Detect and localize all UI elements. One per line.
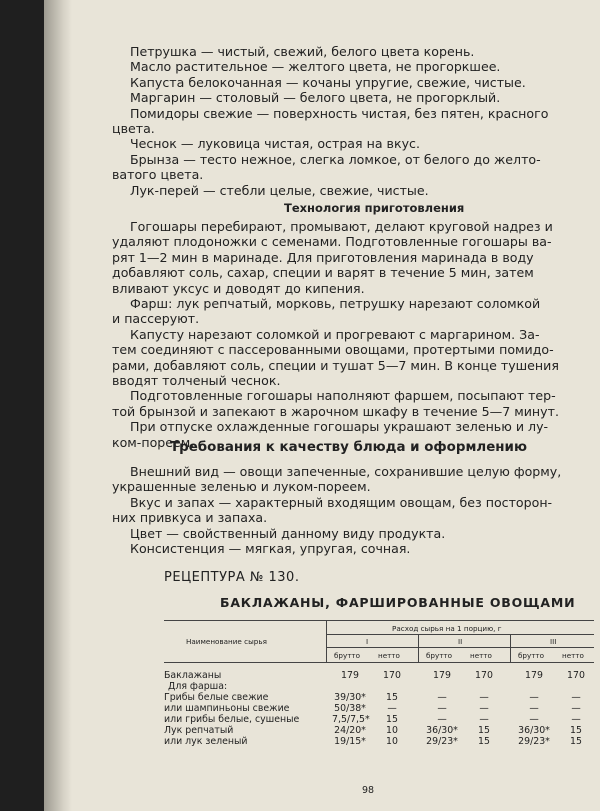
page-number: 98 — [362, 785, 375, 796]
text-line: Маргарин — столовый — белого цвета, не прогорклый. — [130, 90, 501, 106]
requirements-heading: Требования к качеству блюда и оформлению — [170, 440, 527, 455]
cell-netto: 10 — [386, 736, 398, 747]
cell-netto: 15 — [570, 736, 582, 747]
cell-brutto: — — [437, 714, 447, 725]
cell-netto: — — [571, 703, 581, 714]
cell-brutto: 24/20* — [334, 725, 366, 736]
cell-netto: 15 — [478, 736, 490, 747]
table-divider — [326, 647, 594, 648]
cell-brutto: — — [437, 692, 447, 703]
table-divider — [418, 634, 419, 662]
cell-netto: 15 — [478, 725, 490, 736]
cell-netto: 15 — [570, 725, 582, 736]
table-row — [164, 670, 594, 681]
text-line: тем соединяют с пассерованными овощами, протертыми помидо- — [112, 342, 554, 358]
cell-brutto: 7,5/7,5* — [332, 714, 370, 725]
cell-netto: 10 — [386, 725, 398, 736]
cell-netto: — — [387, 703, 397, 714]
netto-header: нетто — [378, 651, 400, 660]
text-line: них привкуса и запаха. — [112, 510, 268, 526]
technology-heading: Технология приготовления — [284, 201, 465, 215]
variant-header: I — [366, 637, 369, 646]
text-line: вливают уксус и доводят до кипения. — [112, 280, 365, 296]
cell-brutto: 29/23* — [426, 736, 458, 747]
cell-netto: — — [479, 703, 489, 714]
netto-header: нетто — [470, 651, 492, 660]
cell-brutto: 29/23* — [518, 736, 550, 747]
text-line: Вкус и запах — характерный входящим овощам, без посторон- — [130, 494, 553, 510]
table-row — [164, 714, 594, 725]
cell-brutto: — — [529, 714, 539, 725]
table-row — [164, 736, 594, 747]
variant-header: II — [458, 637, 463, 646]
brutto-header: брутто — [426, 651, 453, 660]
text-line: Чеснок — луковица чистая, острая на вкус. — [130, 136, 420, 152]
text-line: и пассеруют. — [112, 311, 200, 327]
cell-brutto: 36/30* — [426, 725, 458, 736]
column-header-name: Наименование сырья — [186, 637, 267, 646]
text-line: Лук-перей — стебли целые, свежие, чистые. — [130, 182, 429, 198]
ingredient-name: Грибы белые свежие — [164, 692, 269, 703]
table-divider — [326, 634, 594, 635]
cell-netto: 170 — [383, 670, 401, 681]
cell-netto: — — [479, 692, 489, 703]
cell-brutto: 19/15* — [334, 736, 366, 747]
cell-brutto: 36/30* — [518, 725, 550, 736]
text-line: Внешний вид — овощи запеченные, сохранившие целую форму, — [130, 464, 562, 479]
text-line: украшенные зеленью и луком-пореем. — [112, 479, 371, 495]
variant-header: III — [550, 637, 557, 646]
cell-netto: — — [571, 692, 581, 703]
table-divider — [326, 620, 327, 662]
text-line: Капуста белокочанная — кочаны упругие, свежие, чистые. — [130, 74, 526, 90]
text-line: Цвет — свойственный данному виду продукта. — [130, 525, 446, 541]
text-line: той брынзой и запекают в жарочном шкафу в течение 5—7 минут. — [112, 403, 559, 419]
ingredients-table — [164, 620, 594, 760]
ingredient-name: Лук репчатый — [164, 725, 234, 736]
cell-netto: 15 — [386, 692, 398, 703]
table-divider — [510, 634, 511, 662]
text-line: Помидоры свежие — поверхность чистая, без пятен, красного — [130, 105, 549, 121]
ingredient-name: Баклажаны — [164, 670, 222, 681]
column-header-group: Расход сырья на 1 порцию, г — [392, 624, 502, 633]
cell-netto: — — [479, 714, 489, 725]
cell-netto: — — [571, 714, 581, 725]
table-row — [164, 681, 594, 692]
brutto-header: брутто — [334, 651, 361, 660]
table-header-rule — [164, 662, 594, 663]
text-line: цвета. — [112, 121, 155, 137]
text-line: ком-пореем. — [112, 434, 195, 450]
text-line: Фарш: лук репчатый, морковь, петрушку нарезают соломкой — [130, 296, 541, 312]
cell-brutto: — — [529, 692, 539, 703]
ingredient-name: или шампиньоны свежие — [164, 703, 290, 714]
text-line: Консистенция — мягкая, упругая, сочная. — [130, 541, 411, 557]
text-line: Капусту нарезают соломкой и прогревают с маргарином. За- — [130, 326, 540, 342]
netto-header: нетто — [562, 651, 584, 660]
cell-brutto: — — [437, 703, 447, 714]
text-line: удаляют плодоножки с семенами. Подготовленные гогошары ва- — [112, 234, 552, 250]
requirements-text — [112, 464, 588, 557]
ingredient-name: Для фарша: — [168, 681, 228, 692]
text-line: Гогошары перебирают, промывают, делают круговой надрез и — [130, 219, 553, 234]
book-page — [44, 0, 600, 811]
table-row — [164, 725, 594, 736]
cell-brutto: 179 — [341, 670, 359, 681]
text-line: Подготовленные гогошары наполняют фаршем, посыпают тер- — [130, 388, 556, 404]
cell-netto: 170 — [475, 670, 493, 681]
text-line: ватого цвета. — [112, 167, 204, 183]
recipe-number: РЕЦЕПТУРА № 130. — [164, 570, 300, 585]
cell-brutto: — — [529, 703, 539, 714]
table-top-rule — [164, 620, 594, 621]
dish-title: БАКЛАЖАНЫ, ФАРШИРОВАННЫЕ ОВОЩАМИ — [220, 595, 576, 610]
text-line: рами, добавляют соль, специи и тушат 5—7 мин. В конце тушения — [112, 357, 559, 373]
technology-text — [112, 219, 588, 450]
ingredient-name: или лук зеленый — [164, 736, 248, 747]
cell-brutto: 39/30* — [334, 692, 366, 703]
text-line: Масло растительное — желтого цвета, не прогоркшее. — [130, 59, 501, 75]
text-line: Брынза — тесто нежное, слегка ломкое, от белого до желто- — [130, 151, 541, 167]
text-line: рят 1—2 мин в маринаде. Для приготовления маринада в воду — [112, 249, 534, 265]
text-line: Петрушка — чистый, свежий, белого цвета корень. — [130, 44, 475, 59]
cell-brutto: 179 — [433, 670, 451, 681]
cell-netto: 170 — [567, 670, 585, 681]
table-row — [164, 692, 594, 703]
text-line: добавляют соль, сахар, специи и варят в течение 5 мин, затем — [112, 265, 534, 281]
intro-text — [112, 44, 588, 198]
cell-brutto: 179 — [525, 670, 543, 681]
table-row — [164, 703, 594, 714]
text-line: При отпуске охлажденные гогошары украшают зеленью и лу- — [130, 419, 549, 435]
ingredient-name: или грибы белые, сушеные — [164, 714, 300, 725]
cell-netto: 15 — [386, 714, 398, 725]
brutto-header: брутто — [518, 651, 545, 660]
text-line: вводят толченый чеснок. — [112, 373, 281, 389]
cell-brutto: 50/38* — [334, 703, 366, 714]
